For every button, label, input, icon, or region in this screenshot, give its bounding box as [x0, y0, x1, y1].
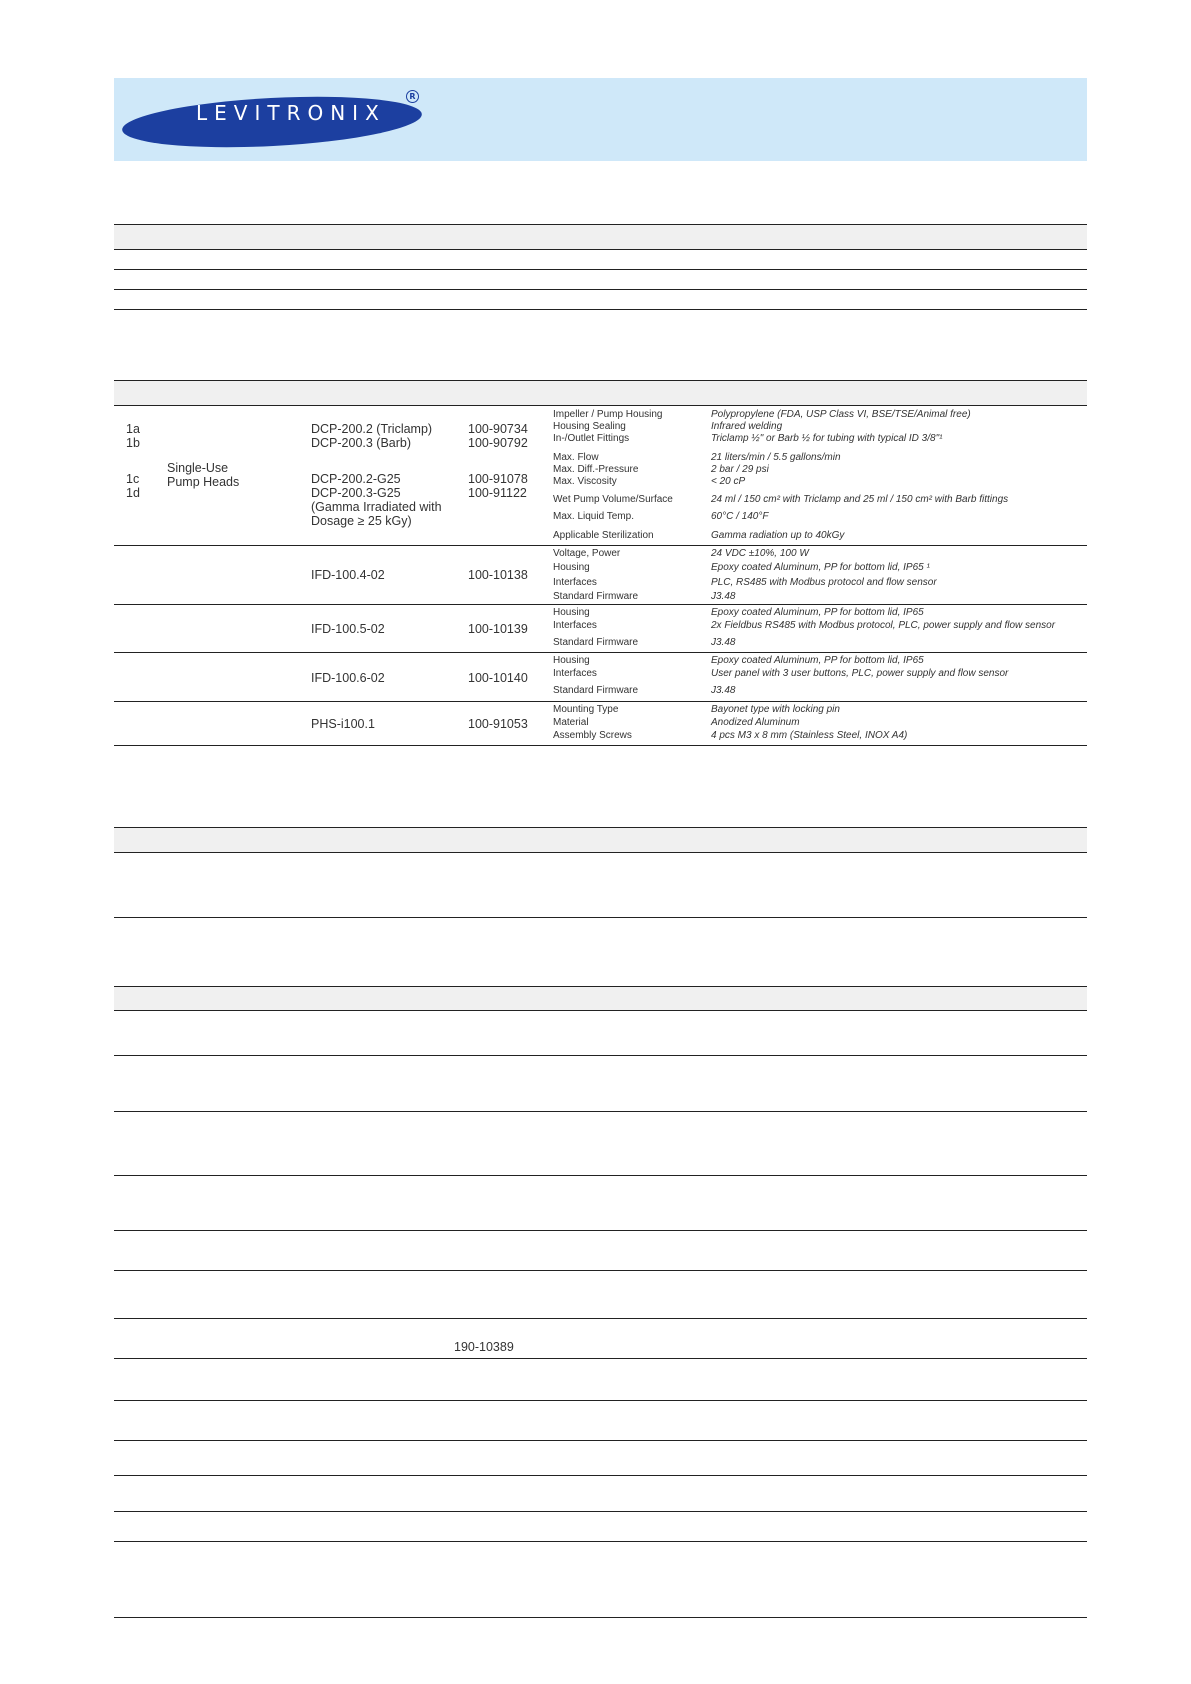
rule	[114, 405, 1087, 406]
rule	[114, 1010, 1087, 1011]
logo-text: LEVITRONIX	[196, 101, 386, 125]
spec-label: Housing	[553, 655, 590, 666]
spec-label: Interfaces	[553, 620, 597, 631]
section1-header	[114, 225, 1087, 249]
product-table-header	[114, 381, 1087, 405]
rule	[114, 1358, 1087, 1359]
model-name: DCP-200.2-G25	[311, 472, 401, 486]
accessory-part-number: 190-10389	[454, 1340, 514, 1354]
rule	[114, 745, 1087, 746]
rule	[114, 1055, 1087, 1056]
model-note: Dosage ≥ 25 kGy)	[311, 514, 412, 528]
spec-value: 2x Fieldbus RS485 with Modbus protocol, PLC, power supply and flow sensor	[711, 620, 1056, 631]
spec-value: User panel with 3 user buttons, PLC, power supply and flow sensor	[711, 668, 1009, 679]
header-banner	[114, 78, 1087, 161]
spec-label: Housing	[553, 562, 590, 573]
rule	[114, 545, 1087, 546]
rule	[114, 1475, 1087, 1476]
spec-label: Interfaces	[553, 577, 597, 588]
rule	[114, 1318, 1087, 1319]
spec-label: Material	[553, 717, 589, 728]
rule	[114, 289, 1087, 290]
model-name: IFD-100.4-02	[311, 568, 385, 582]
part-number: 100-90792	[468, 436, 528, 450]
rule	[114, 827, 1087, 828]
spec-label: Max. Diff.-Pressure	[553, 464, 639, 475]
rule	[114, 1617, 1087, 1618]
spec-label: Wet Pump Volume/Surface	[553, 494, 673, 505]
spec-value: 24 VDC ±10%, 100 W	[711, 548, 809, 559]
spec-value: Anodized Aluminum	[711, 717, 800, 728]
id-1b: 1b	[126, 436, 140, 450]
rule	[114, 1541, 1087, 1542]
spec-label: Mounting Type	[553, 704, 619, 715]
rule	[114, 1175, 1087, 1176]
spec-value: Triclamp ½" or Barb ½ for tubing with typical ID 3/8"¹	[711, 433, 943, 444]
spec-label: Voltage, Power	[553, 548, 621, 559]
part-number: 100-90734	[468, 422, 528, 436]
model-name: DCP-200.2 (Triclamp)	[311, 422, 433, 436]
spec-value: Infrared welding	[711, 421, 783, 432]
rule	[114, 1270, 1087, 1271]
rule	[114, 224, 1087, 225]
spec-value: Epoxy coated Aluminum, PP for bottom lid, IP65	[711, 655, 924, 666]
category-label: Pump Heads	[167, 475, 240, 489]
rule	[114, 309, 1087, 310]
part-number: 100-91122	[468, 486, 527, 500]
accessories-header	[114, 987, 1087, 1010]
id-1a: 1a	[126, 422, 140, 436]
spec-label: Housing Sealing	[553, 421, 626, 432]
spec-label: Assembly Screws	[553, 730, 632, 741]
spec-value: Polypropylene (FDA, USP Class VI, BSE/TSE/Animal free)	[711, 409, 971, 420]
part-number: 100-10140	[468, 671, 528, 685]
rule	[114, 701, 1087, 702]
part-number: 100-10139	[468, 622, 528, 636]
spec-value: Gamma radiation up to 40kGy	[711, 530, 845, 541]
spec-label: Max. Flow	[553, 452, 599, 463]
part-number: 100-91053	[468, 717, 528, 731]
part-number: 100-10138	[468, 568, 528, 582]
spec-label: Standard Firmware	[553, 685, 639, 696]
rule	[114, 652, 1087, 653]
model-name: DCP-200.3-G25	[311, 486, 401, 500]
rule	[114, 986, 1087, 987]
spec-value: Bayonet type with locking pin	[711, 704, 840, 715]
spec-label: Standard Firmware	[553, 637, 639, 648]
rule	[114, 1111, 1087, 1112]
spec-label: Applicable Sterilization	[553, 530, 654, 541]
spec-value: Epoxy coated Aluminum, PP for bottom lid, IP65 ¹	[711, 562, 930, 573]
rule	[114, 604, 1087, 605]
rule	[114, 1400, 1087, 1401]
rule	[114, 249, 1087, 250]
rule	[114, 1230, 1087, 1231]
spec-value: 60°C / 140°F	[711, 511, 769, 522]
model-name: IFD-100.6-02	[311, 671, 385, 685]
registered-mark: R	[406, 90, 419, 103]
model-note: (Gamma Irradiated with	[311, 500, 442, 514]
spec-value: 21 liters/min / 5.5 gallons/min	[711, 452, 841, 463]
spec-value: 4 pcs M3 x 8 mm (Stainless Steel, INOX A4)	[711, 730, 908, 741]
spec-value: J3.48	[711, 591, 736, 602]
spec-label: Housing	[553, 607, 590, 618]
spec-value: J3.48	[711, 637, 736, 648]
rule	[114, 1440, 1087, 1441]
spec-value: J3.48	[711, 685, 736, 696]
spec-value: 24 ml / 150 cm² with Triclamp and 25 ml / 150 cm² with Barb fittings	[711, 494, 1009, 505]
part-number: 100-91078	[468, 472, 528, 486]
spec-value: 2 bar / 29 psi	[711, 464, 769, 475]
spec-label: Max. Viscosity	[553, 476, 617, 487]
rule	[114, 380, 1087, 381]
rule	[114, 852, 1087, 853]
spec-label: Standard Firmware	[553, 591, 639, 602]
spec-label: Impeller / Pump Housing	[553, 409, 663, 420]
rule	[114, 1511, 1087, 1512]
spec-value: < 20 cP	[711, 476, 746, 487]
id-1c: 1c	[126, 472, 140, 486]
model-name: DCP-200.3 (Barb)	[311, 436, 412, 450]
section3-header	[114, 828, 1087, 852]
category-label: Single-Use	[167, 461, 229, 475]
spec-label: Interfaces	[553, 668, 597, 679]
spec-value: Epoxy coated Aluminum, PP for bottom lid, IP65	[711, 607, 924, 618]
model-name: PHS-i100.1	[311, 717, 375, 731]
model-name: IFD-100.5-02	[311, 622, 385, 636]
spec-value: PLC, RS485 with Modbus protocol and flow sensor	[711, 577, 937, 588]
spec-label: In-/Outlet Fittings	[553, 433, 630, 444]
id-1d: 1d	[126, 486, 140, 500]
rule	[114, 269, 1087, 270]
spec-label: Max. Liquid Temp.	[553, 511, 634, 522]
rule	[114, 917, 1087, 918]
